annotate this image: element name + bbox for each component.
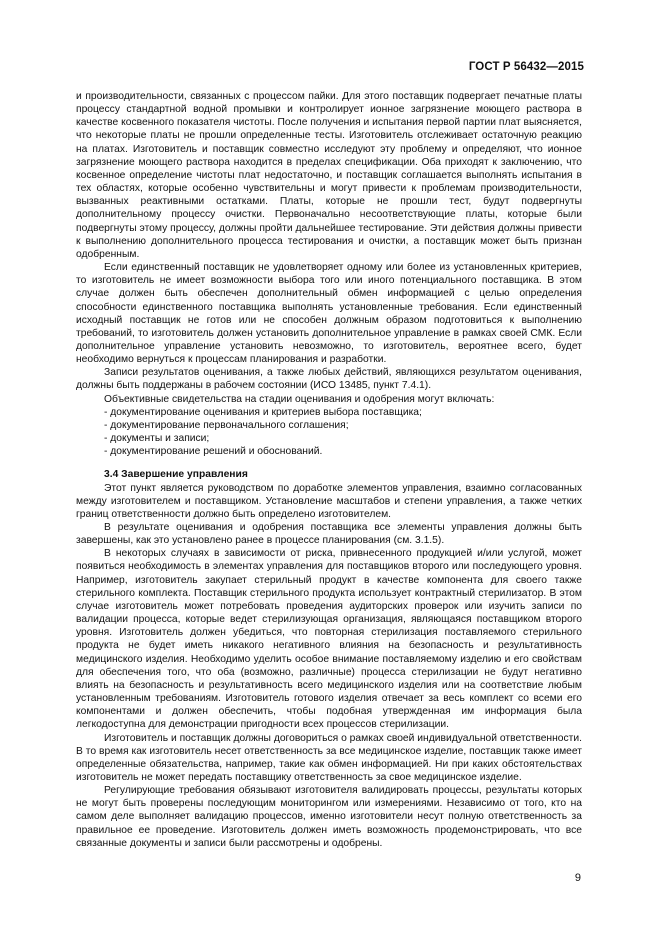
list-item: - документирование оценивания и критериев выбора поставщика; xyxy=(104,406,422,418)
paragraph: Объективные свидетельства на стадии оценивания и одобрения могут включать: xyxy=(104,393,495,405)
paragraph: Регулирующие требования обязывают изготовителя валидировать процессы, результаты которых не могут быть проверены последующим мониторингом или измерениями. Независимо от того, кто на самом деле выполняет валидацию процессов, именно изготовители несут полную ответственность за правильное ее проведение. Изготовитель должен иметь возможность продемонстрировать, что все связанные документы и записи были рассмотрены и одобрены. xyxy=(76,785,582,849)
paragraph: В некоторых случаях в зависимости от риска, привнесенного продукцией и/или услугой, может появиться необходимость в элементах управления для поставщиков второго или последующего уровня. Например, изготовитель закупает стерильный продукт в качестве компонента для своего также стерильного комплекта. Поставщик стерильного продукта использует контрактный стерилизатор. В этом случае изготовитель может потребовать проведения аудиторских проверок или изучить записи по валидации процесса, которые ведет стерилизующая организация, являющаяся поставщиком второго уровня. Изготовитель должен убедиться, что повторная стерилизация поставляемого стерильного продукта не будет иметь никакого негативного влияния на безопасность и результативность медицинского изделия. Необходимо уделить особое внимание поставляемому изделию и его свойствам для обеспечения того, что оба (возможно, различные) процесса стерилизации не будут негативно влиять на безопасность и результативность всего медицинского изделия или на соответствие любым установленным требованиям. Изготовитель готового изделия отвечает за весь комплект со всеми его компонентами и должен обеспечить, чтобы подобная утвержденная им информация была легкодоступна для демонстрации пригодности всех процессов стерилизации. xyxy=(76,548,582,731)
section-heading: 3.4 Завершение управления xyxy=(104,469,248,481)
paragraph: Изготовитель и поставщик должны договориться о рамках своей индивидуальной ответственности. В то время как изготовитель несет ответственность за все медицинское изделие, поставщик также имеет определенные обязательства, например, такие как обмен информацией. Ни при каких обстоятельствах изготовитель не может передать поставщику ответственность за свое медицинское изделие. xyxy=(76,732,582,783)
paragraph: Записи результатов оценивания, а также любых действий, являющихся результатом оценивания, должны быть поддержаны в рабочем состоянии (ИСО 13485, пункт 7.4.1). xyxy=(76,367,582,392)
page-number: 9 xyxy=(574,872,581,884)
paragraph: и производительности, связанных с процессом пайки. Для этого поставщик подвергает печатные платы процессу стандартной водной промывки и контролирует ионное загрязнение моющего раствора в качестве косвенного показателя чистоты. После получения и испытания первой партии плат выясняется, что некоторые платы не прошли определенные тесты. Изготовитель отслеживает остаточную реакцию на платах. Изготовитель и поставщик совместно исследуют эту проблему и определяют, что ионное загрязнение моющего раствора находится в пределах спецификации. Оба приходят к заключению, что косвенное определение чистоты плат недостаточно, и поставщик соглашается выполнять испытания в тех областях, которые особенно чувствительны и могут привести к проблемам производительности, вызванных реактивными остатками. Платы, которые не прошли тест, будут подвергнуты дополнительному процессу очистки. Первоначально несоответствующие платы, которые были подвергнуты этому процессу, должны пройти дальнейшее тестирование. Эти действия должны привести к выполнению дополнительного процесса тестирования и очистки, а поставщик может быть признан одобренным. xyxy=(76,91,582,260)
paragraph: Этот пункт является руководством по доработке элементов управления, взаимно согласованных между изготовителем и поставщиком. Установление масштабов и степени управления, а также четких границ ответственности должно быть определено изготовителем. xyxy=(76,482,582,520)
list-item: - документирование решений и обоснований. xyxy=(104,446,323,458)
list-item: - документы и записи; xyxy=(104,433,210,445)
document-body xyxy=(76,90,582,850)
paragraph: Если единственный поставщик не удовлетворяет одному или более из установленных критериев, то изготовитель не имеет возможности выбора того или иного потенциального поставщика. В этом случае должен быть обеспечен дополнительный обмен информацией с целью определения способности единственного поставщика выполнять установленные требования. Если единственный исходный поставщик не готов или не способен должным образом подготовиться к выполнению требований, то изготовитель должен установить дополнительное управление в рамках своей СМК. Если дополнительное управление установить невозможно, то изготовитель, вероятнее всего, будет необходимо вернуться к процессам планирования и разработки. xyxy=(76,262,582,366)
paragraph: В результате оценивания и одобрения поставщика все элементы управления должны быть завершены, как это установлено ранее в процессе планирования (см. 3.1.5). xyxy=(76,522,582,547)
document-code-header: ГОСТ Р 56432—2015 xyxy=(468,61,584,73)
list-item: - документирование первоначального соглашения; xyxy=(104,419,349,431)
